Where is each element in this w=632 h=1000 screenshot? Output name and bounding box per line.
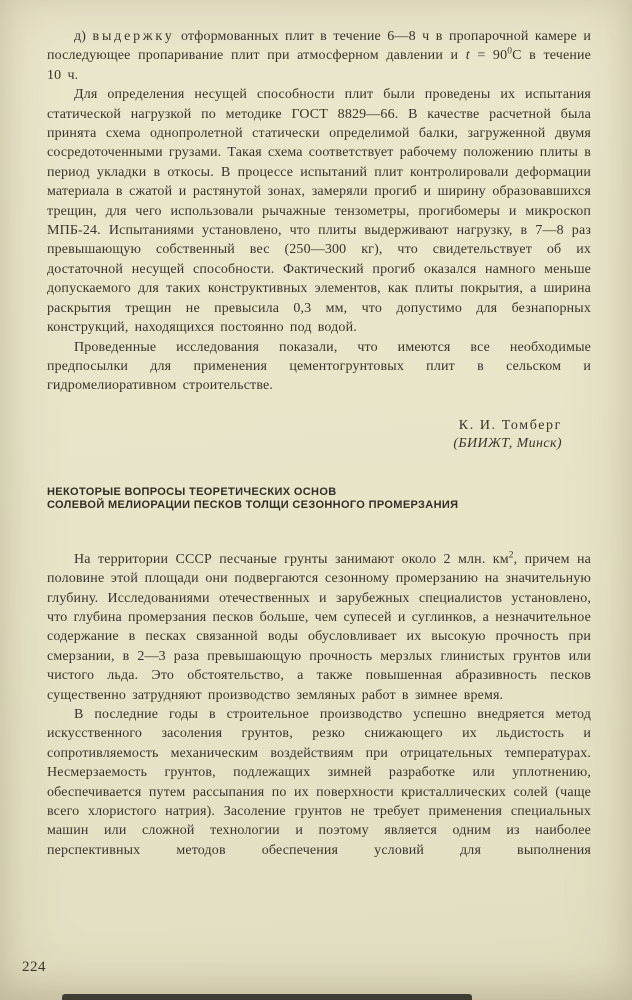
item-d-tail: С в течение 10 ч. (47, 48, 591, 83)
degree-superscript: 0 (507, 46, 513, 57)
paragraph-conclusion: Проведенные исследования показали, что имеются все необходимые предпосылки для применения цементогрунтовых плит в сельском и гидромелиоративном строительстве. (47, 339, 591, 394)
article-title (47, 486, 591, 513)
km-squared-superscript: 2 (508, 550, 514, 561)
item-d-text: отформованных плит в течение 6—8 ч в пропарочной камере и последующее пропаривание плит при атмосферном давлении и (47, 29, 591, 64)
author-name: К. И. Томберг (458, 417, 562, 433)
sands-text-before-sup: На территории СССР песчаные грунты занимают около 2 млн. км (74, 551, 509, 567)
article-title-line1: НЕКОТОРЫЕ ВОПРОСЫ ТЕОРЕТИЧЕСКИХ ОСНОВ (47, 485, 337, 498)
paragraph-salting-method: В последние годы в строительное производство успешно внедряется метод искусственного засоления грунтов, резко снижающего их льдистость и сопротивляемость механическим воздействиям при отрицательных температурах. Несмерзаемость грунтов, подлежащих зимней разработке или уплотнению, обеспечивается путем рассыпания по их поверхности кристаллических солей (чаще всего хлористого натрия). Засоление грунтов не требует применения специальных машин или сложной технологии и поэтому является одним из наиболее перспективных методов обеспечения условий для выполнения (47, 706, 591, 858)
temperature-value: = 90 (469, 48, 508, 64)
article2-body (47, 550, 591, 861)
sands-text-after-sup: , причем на половине этой площади они подвергаются сезонному промерзанию на значительную глубину. Исследованиями отечественных и зарубежных специалистов установлено, что глубина промерзания песков больше, чем супесей и суглинков, а незначительное содержание в песках связанной воды обусловливает их высокую прочность при смерзании, в 2—3 раза превышающую прочность мерзлых глинистых грунтов или чистого льда. Это обстоятельство, а также повышенная абразивность песков существенно затрудняют производство земляных работ в зимнее время. (47, 551, 591, 703)
paragraph-load-tests: Для определения несущей способности плит были проведены их испытания статической нагрузкой по методике ГОСТ 8829—66. В качестве расчетной была принята схема однопролетной статически определимой балки, загруженной двумя сосредоточенными грузами. Такая схема соответствует рабочему положению плиты в период укладки в откосы. В процессе испытаний плит контролировали деформации материала в сжатой и растянутой зонах, замеряли прогиб и ширину образовавшихся трещин, для чего использовали рычажные тензометры, прогибомеры и микроскоп МПБ-24. Испытаниями установлено, что плиты выдерживают нагрузку, в 7—8 раз превышающую собственный вес (250—300 кг), что свидетельствует об их достаточной несущей способности. Фактический прогиб оказался намного меньше допускаемого для таких конструктивных элементов, как плиты покрытия, а ширина раскрытия трещин не превысила 0,3 мм, что допустимо для безнапорных конструкций, находящихся постоянно под водой. (47, 87, 591, 336)
item-d-label: д) (74, 29, 93, 44)
scan-edge-artifact (62, 994, 472, 1000)
temperature-variable: t (465, 48, 470, 64)
item-d-emphasis: выдержку (92, 29, 175, 44)
page-number: 224 (22, 959, 46, 975)
author-affiliation: (БИИЖТ, Минск) (453, 435, 562, 451)
paragraph-steam-curing (47, 27, 591, 85)
page-content (47, 27, 591, 860)
paragraph-sands-freezing (47, 550, 591, 705)
article-title-line2: СОЛЕВОЙ МЕЛИОРАЦИИ ПЕСКОВ ТОЛЩИ СЕЗОННОГО ПРОМЕРЗАНИЯ (47, 499, 459, 512)
signature-block (47, 417, 591, 453)
